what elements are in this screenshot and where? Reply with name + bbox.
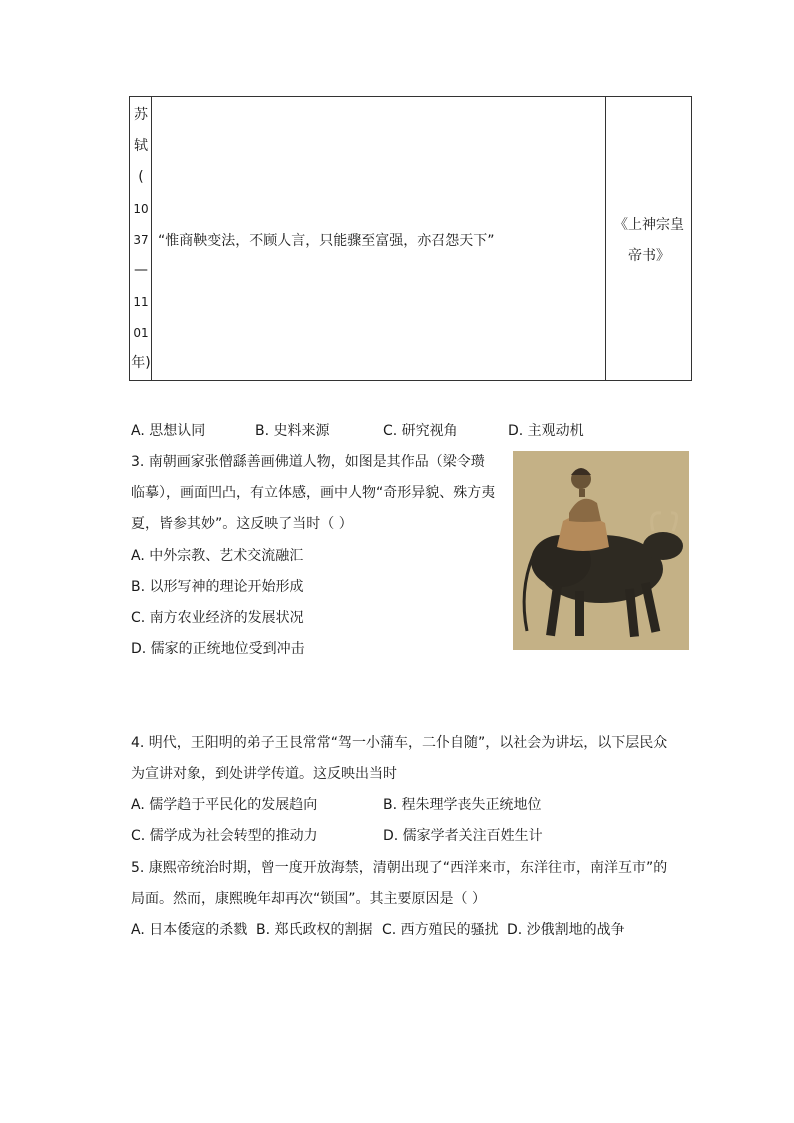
q5-stem-line: 局面。然而，康熙晚年却再次“锁国”。其主要原因是（ ）: [131, 891, 486, 907]
q2-option-a: A. 思想认同: [131, 423, 206, 439]
author-cell: [130, 97, 152, 380]
source-line: 《上神宗皇: [614, 217, 684, 233]
q5-option-b: B. 郑氏政权的割据: [256, 922, 373, 938]
author-char: —: [134, 262, 148, 278]
q2-option-d: D. 主观动机: [508, 423, 584, 439]
q3-stem-line: 临摹），画面凹凸，有立体感，画中人物“奇形异貌、殊方夷: [131, 485, 496, 501]
q5-stem-line: 5. 康熙帝统治时期，曾一度开放海禁，清朝出现了“西洋来市，东洋往市，南洋互市”的: [131, 860, 668, 876]
q2-option-b: B. 史料来源: [255, 423, 330, 439]
q5-option-c: C. 西方殖民的骚扰: [382, 922, 499, 938]
author-char: 轼: [134, 138, 148, 154]
author-char: (: [138, 169, 144, 185]
source-cell: [605, 97, 691, 380]
q4-option-a: A. 儒学趋于平民化的发展趋向: [131, 797, 318, 813]
q3-option-c: C. 南方农业经济的发展状况: [131, 610, 304, 626]
author-char: 苏: [134, 107, 148, 123]
q4-stem-line: 4. 明代，王阳明的弟子王艮常常“驾一小蒲车，二仆自随”，以社会为讲坛，以下层民众: [131, 735, 668, 751]
source-line: 帝书》: [628, 248, 670, 264]
author-char: 10: [133, 202, 149, 216]
author-char: 37: [133, 233, 149, 247]
q3-option-b: B. 以形写神的理论开始形成: [131, 579, 304, 595]
painting-image: [513, 451, 689, 650]
q4-option-b: B. 程朱理学丧失正统地位: [383, 797, 542, 813]
q4-option-c: C. 儒学成为社会转型的推动力: [131, 828, 318, 844]
q3-option-a: A. 中外宗教、艺术交流融汇: [131, 548, 304, 564]
q5-option-a: A. 日本倭寇的杀戮: [131, 922, 248, 938]
author-char: 年): [131, 355, 151, 371]
q4-option-d: D. 儒家学者关注百姓生计: [383, 828, 543, 844]
q2-option-c: C. 研究视角: [383, 423, 458, 439]
q3-stem-line: 夏，皆参其妙”。这反映了当时（ ）: [131, 516, 353, 532]
q3-option-d: D. 儒家的正统地位受到冲击: [131, 641, 305, 657]
q4-stem-line: 为宣讲对象，到处讲学传道。这反映出当时: [131, 766, 397, 782]
painting-figure-on-ox-icon: [513, 451, 689, 650]
author-char: 11: [133, 295, 149, 309]
author-char: 01: [133, 326, 149, 340]
q3-stem-line: 3. 南朝画家张僧繇善画佛道人物，如图是其作品（梁令瓒: [131, 454, 485, 470]
q5-option-d: D. 沙俄割地的战争: [507, 922, 625, 938]
quote-text: “惟商鞅变法，不顾人言，只能骤至富强，亦召怨天下”: [158, 233, 495, 249]
